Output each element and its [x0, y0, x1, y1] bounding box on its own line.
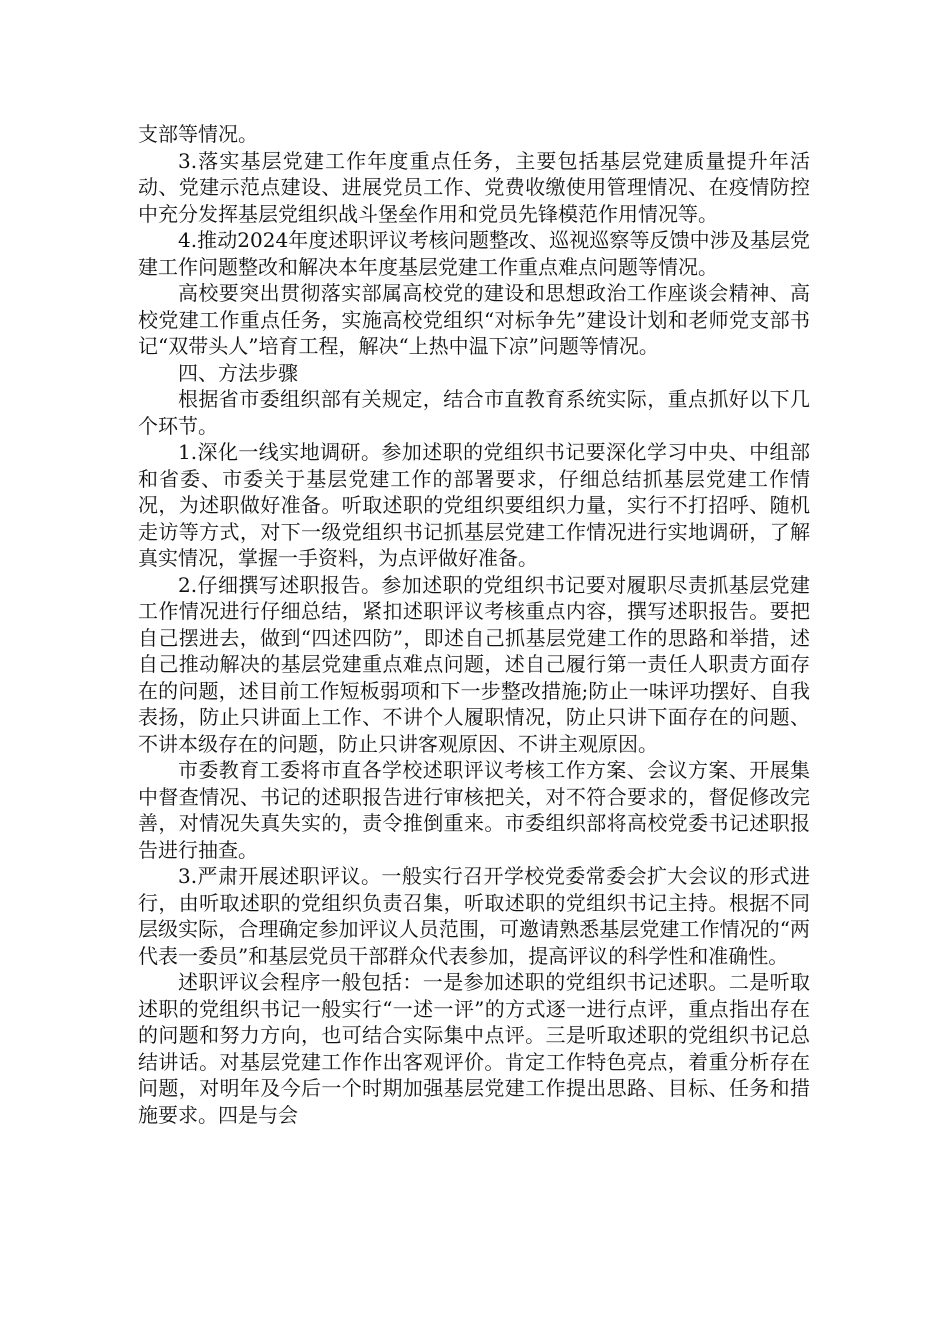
paragraph: 3.落实基层党建工作年度重点任务，主要包括基层党建质量提升年活动、党建示范点建设、进展党员工作、党费收缴使用管理情况、在疫情防控中充分发挥基层党组织战斗堡垒作用和党员先锋模范作用情况等。 [138, 148, 810, 226]
document-body [138, 121, 810, 1128]
paragraph: 高校要突出贯彻落实部属高校党的建设和思想政治工作座谈会精神、高校党建工作重点任务，实施高校党组织“对标争先”建设计划和老师党支部书记“双带头人”培育工程，解决“上热中温下凉”问题等情况。 [138, 281, 810, 358]
paragraph: 根据省市委组织部有关规定，结合市直教育系统实际，重点抓好以下几个环节。 [138, 387, 810, 438]
paragraph: 1.深化一线实地调研。参加述职的党组织书记要深化学习中央、中组部和省委、市委关于基层党建工作的部署要求，仔细总结抓基层党建工作情况，为述职做好准备。听取述职的党组织要组织力量，实行不打招呼、随机走访等方式，对下一级党组织书记抓基层党建工作情况进行实地调研，了解真实情况，掌握一手资料，为点评做好准备。 [138, 440, 810, 570]
paragraph: 4.推动2024年度述职评议考核问题整改、巡视巡察等反馈中涉及基层党建工作问题整改和解决本年度基层党建工作重点难点问题等情况。 [138, 228, 810, 279]
paragraph: 2.仔细撰写述职报告。参加述职的党组织书记要对履职尽责抓基层党建工作情况进行仔细总结，紧扣述职评议考核重点内容，撰写述职报告。要把自己摆进去，做到“四述四防”，即述自己抓基层党建工作的思路和举措，述自己推动解决的基层党建重点难点问题，述自己履行第一责任人职责方面存在的问题，述目前工作短板弱项和下一步整改措施;防止一味评功摆好、自我表扬，防止只讲面上工作、不讲个人履职情况，防止只讲下面存在的问题、不讲本级存在的问题，防止只讲客观原因、不讲主观原因。 [138, 572, 810, 756]
section-heading: 四、方法步骤 [178, 360, 298, 385]
paragraph: 支部等情况。 [138, 122, 258, 146]
paragraph: 3.严肃开展述职评议。一般实行召开学校党委常委会扩大会议的形式进行，由听取述职的党组织负责召集，听取述职的党组织书记主持。根据不同层级实际，合理确定参加评议人员范围，可邀请熟悉基层党建工作情况的“两代表一委员”和基层党员干部群众代表参加，提高评议的科学性和准确性。 [138, 864, 810, 968]
paragraph: 市委教育工委将市直各学校述职评议考核工作方案、会议方案、开展集中督查情况、书记的述职报告进行审核把关，对不符合要求的，督促修改完善，对情况失真失实的，责令推倒重来。市委组织部将高校党委书记述职报告进行抽查。 [138, 758, 810, 862]
paragraph: 述职评议会程序一般包括：一是参加述职的党组织书记述职。二是听取述职的党组织书记一般实行“一述一评”的方式逐一进行点评，重点指出存在的问题和努力方向，也可结合实际集中点评。三是听取述职的党组织书记总结讲话。对基层党建工作作出客观评价。肯定工作特色亮点，着重分析存在问题，对明年及今后一个时期加强基层党建工作提出思路、目标、任务和措施要求。四是与会 [138, 970, 810, 1127]
